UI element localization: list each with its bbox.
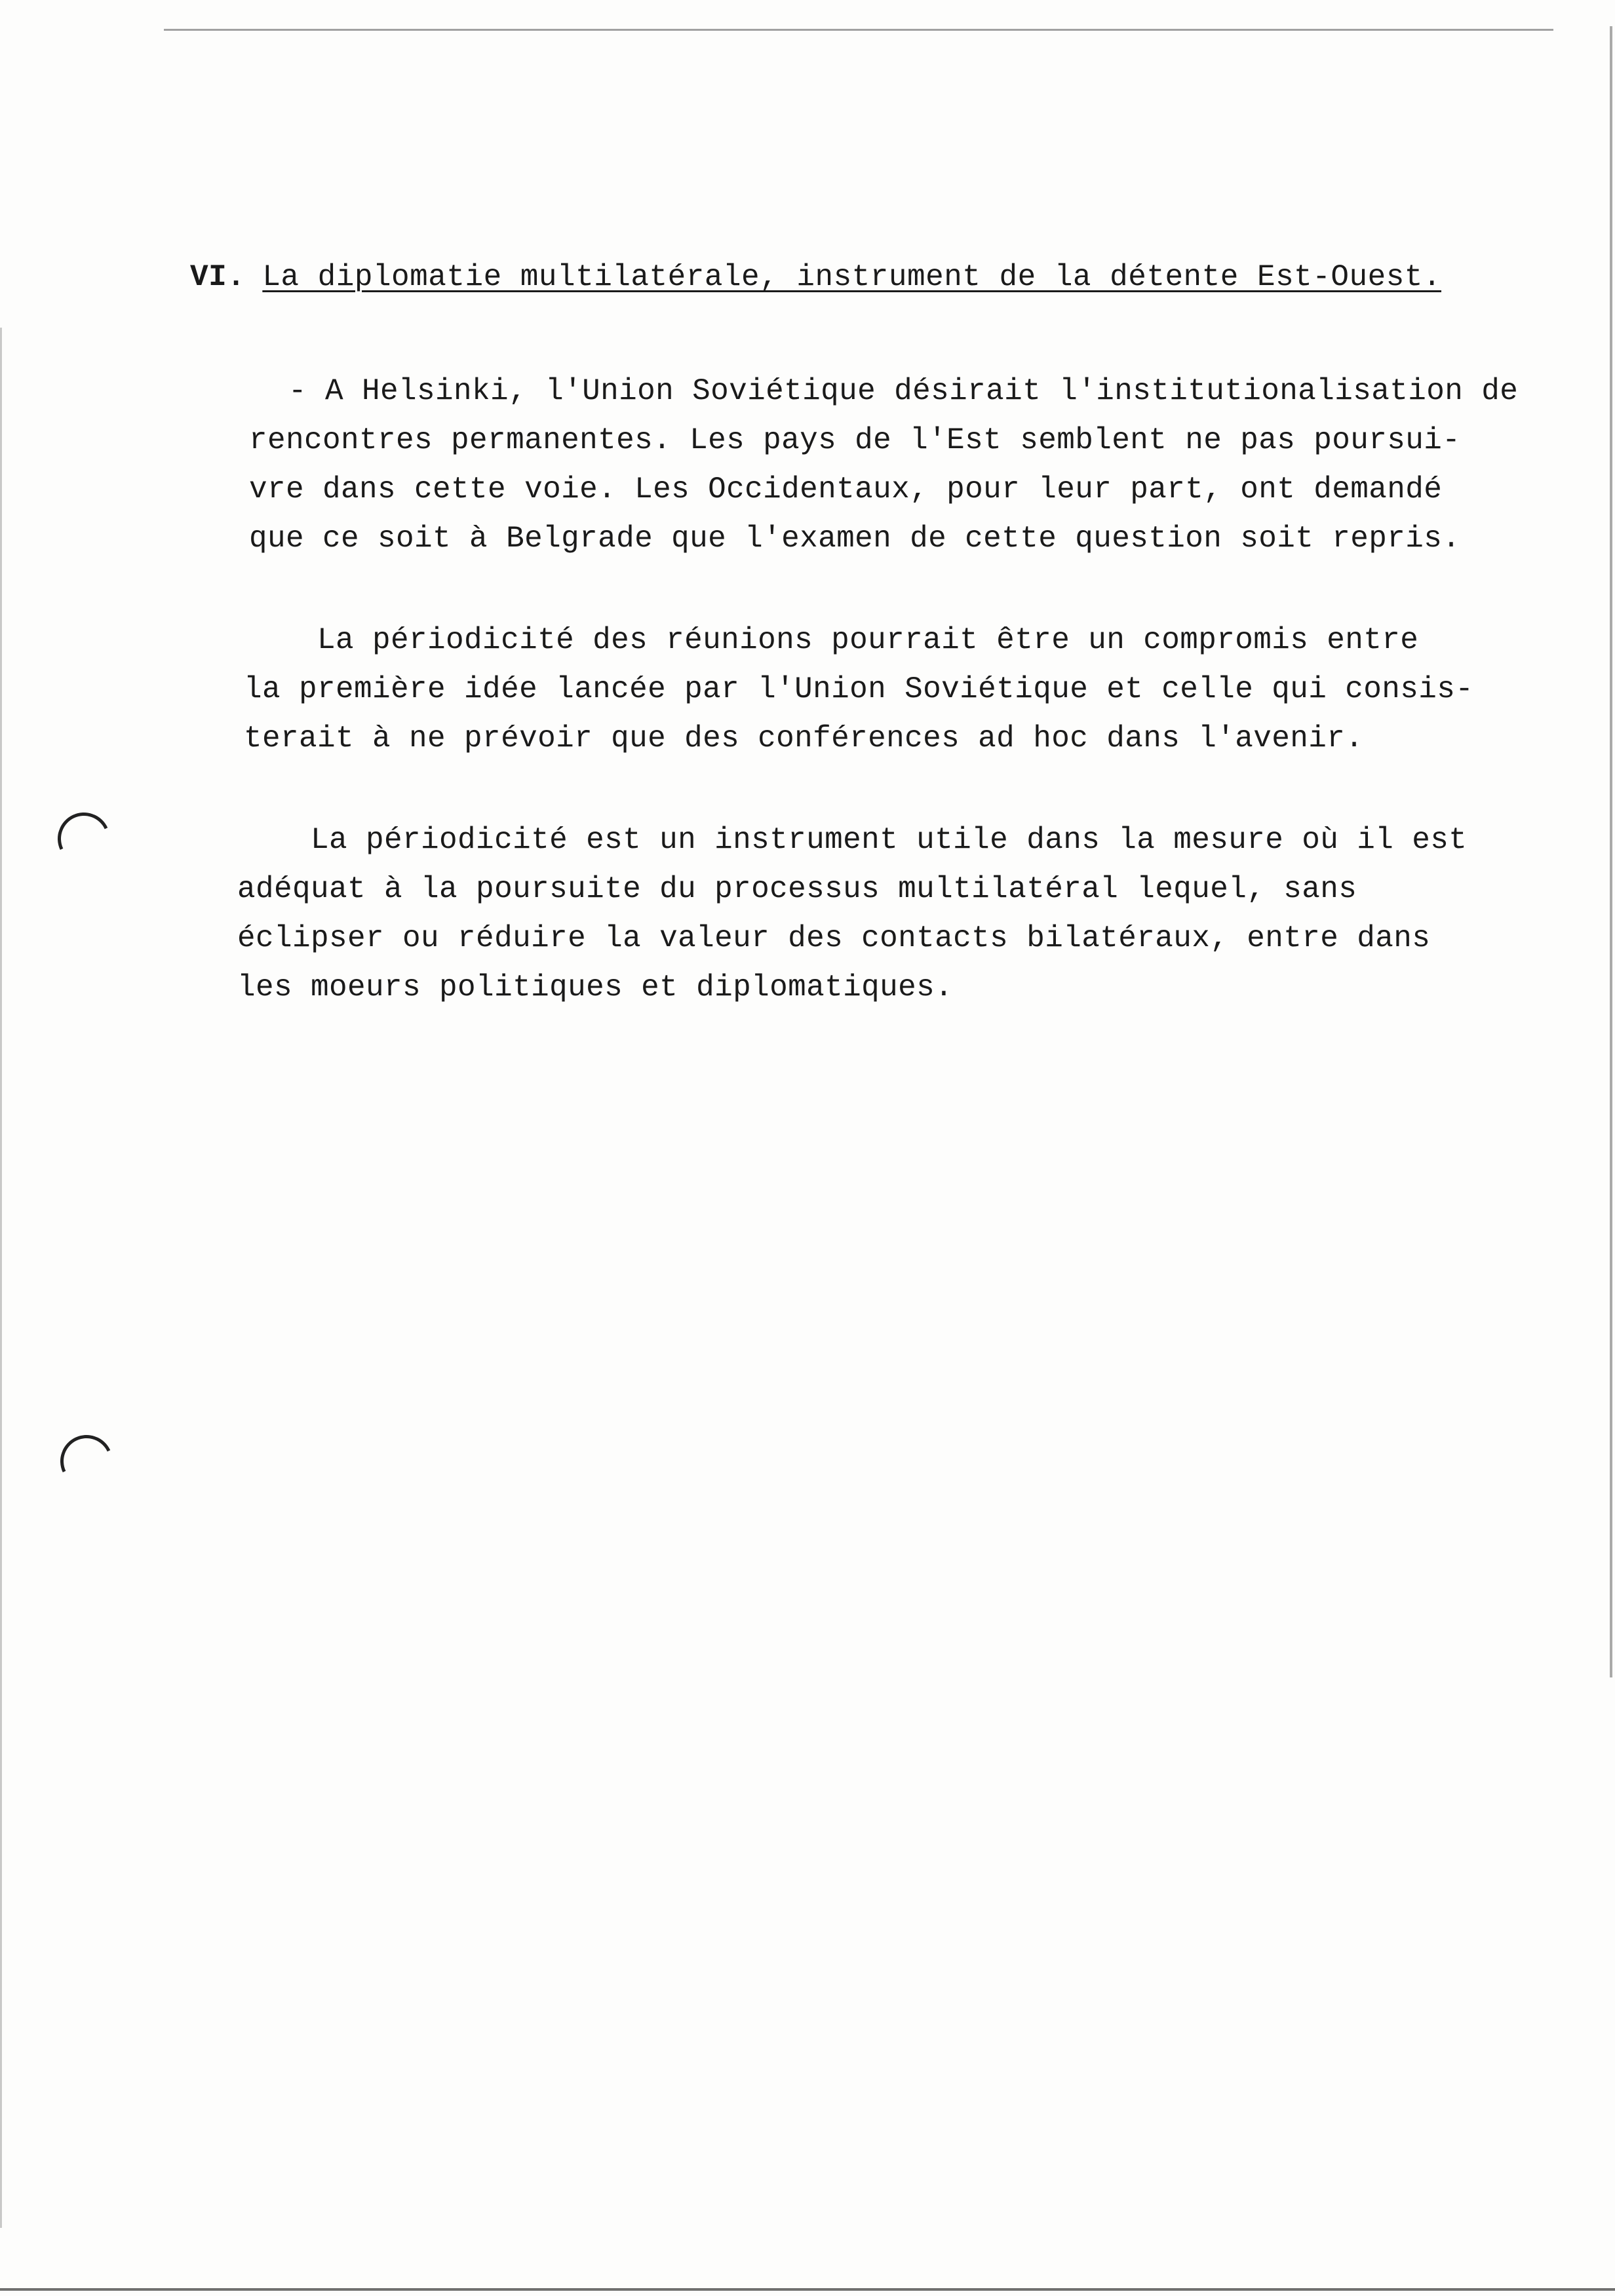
paragraph-line: adéquat à la poursuite du processus multilatéral lequel, sans [237, 872, 1357, 906]
paragraph-line: la première idée lancée par l'Union Soviétique et celle qui consis- [244, 672, 1474, 706]
section-number: VI. [190, 260, 246, 294]
paragraph-line: La périodicité est un instrument utile dans la mesure où il est [237, 823, 1468, 857]
paragraph-3 [237, 816, 1548, 1012]
section-heading [190, 262, 1441, 292]
paragraph-line: terait à ne prévoir que des conférences ad hoc dans l'avenir. [244, 721, 1364, 756]
punch-hole-mark-upper [50, 805, 118, 873]
scan-edge-bottom [0, 2288, 1615, 2291]
paragraph-line: - A Helsinki, l'Union Soviétique désirait l'institutionalisation de [288, 374, 1519, 408]
scan-edge-left [0, 328, 2, 2228]
scan-edge-top [164, 29, 1553, 31]
punch-hole-mark-lower [53, 1428, 121, 1495]
paragraph-line: vre dans cette voie. Les Occidentaux, pour leur part, ont demandé [249, 472, 1443, 507]
paragraph-line: que ce soit à Belgrade que l'examen de cette question soit repris. [249, 522, 1461, 556]
paragraph-line: les moeurs politiques et diplomatiques. [237, 970, 954, 1004]
paragraph-1 [249, 367, 1599, 564]
scan-edge-right [1610, 26, 1612, 1677]
paragraph-line: rencontres permanentes. Les pays de l'Est semblent ne pas poursui- [249, 423, 1461, 457]
section-title: La diplomatie multilatérale, instrument de la détente Est-Ouest. [262, 260, 1442, 294]
paragraph-2 [244, 616, 1555, 763]
paragraph-line: éclipser ou réduire la valeur des contacts bilatéraux, entre dans [237, 921, 1431, 955]
paragraph-line: La périodicité des réunions pourrait être un compromis entre [244, 623, 1419, 657]
